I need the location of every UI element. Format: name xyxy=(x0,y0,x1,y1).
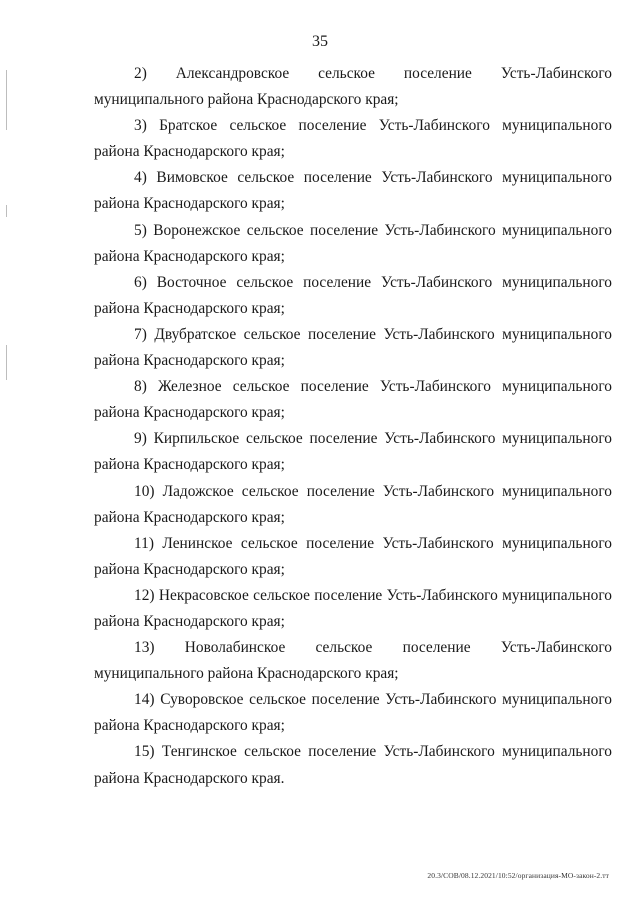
list-item: 4) Вимовское сельское поселение Усть-Лабинского муниципального района Краснодарского края; xyxy=(94,169,612,213)
list-item: 12) Некрасовское сельское поселение Усть-Лабинского муниципального района Краснодарского края; xyxy=(94,586,612,630)
list-item: 9) Кирпильское сельское поселение Усть-Лабинского муниципального района Краснодарского края; xyxy=(94,430,612,474)
list-item: 10) Ладожское сельское поселение Усть-Лабинского муниципального района Краснодарского края; xyxy=(94,482,612,526)
document-footer-code: 20.3/СОВ/08.12.2021/10:52/организация-МО-закон-2.тт xyxy=(427,871,609,880)
scan-margin-mark xyxy=(6,345,7,380)
list-item: 15) Тенгинское сельское поселение Усть-Лабинского муниципального района Краснодарского края. xyxy=(94,743,612,787)
scan-margin-mark xyxy=(6,205,7,217)
settlement-list xyxy=(94,61,612,792)
list-item: 2) Александровское сельское поселение Усть-Лабинского муниципального района Краснодарского края; xyxy=(94,65,612,109)
list-item: 6) Восточное сельское поселение Усть-Лабинского муниципального района Краснодарского края; xyxy=(94,273,612,317)
list-item: 7) Двубратское сельское поселение Усть-Лабинского муниципального района Краснодарского края; xyxy=(94,325,612,370)
list-item: 13) Новолабинское сельское поселение Усть-Лабинского муниципального района Краснодарского края; xyxy=(94,639,612,683)
list-item: 14) Суворовское сельское поселение Усть-Лабинского муниципального района Краснодарского края; xyxy=(94,691,612,735)
list-item: 11) Ленинское сельское поселение Усть-Лабинского муниципального района Краснодарского края; xyxy=(94,534,612,578)
scan-margin-mark xyxy=(6,70,7,130)
list-item: 5) Воронежское сельское поселение Усть-Лабинского муниципального района Краснодарского края; xyxy=(94,221,612,265)
list-item: 8) Железное сельское поселение Усть-Лабинского муниципального района Краснодарского края; xyxy=(94,378,612,422)
list-item: 3) Братское сельское поселение Усть-Лабинского муниципального района Краснодарского края; xyxy=(94,117,612,161)
page-number: 35 xyxy=(312,33,328,50)
